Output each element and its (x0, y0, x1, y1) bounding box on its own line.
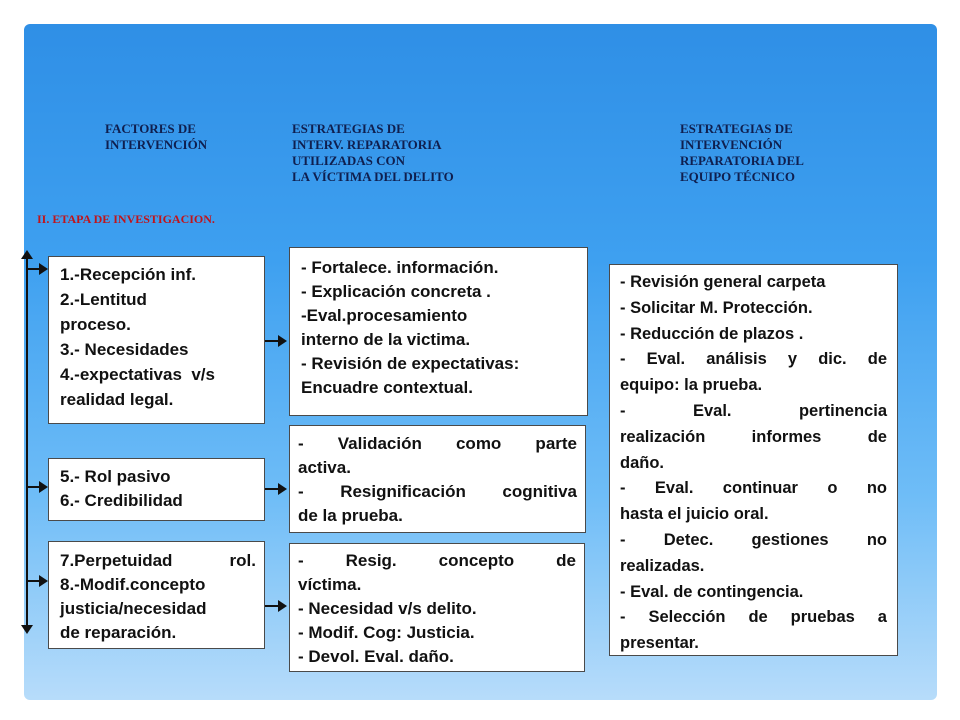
text-line: - Explicación concreta . (301, 282, 491, 301)
text-line: realidad legal. (60, 390, 174, 409)
text-line: - Resignificación cognitiva (298, 482, 577, 501)
connector-arrow (28, 486, 46, 488)
text-line: víctima. (298, 575, 362, 594)
stage-timeline-arrow (26, 258, 28, 626)
connector-arrow (265, 340, 285, 342)
factor-box-2 (48, 458, 265, 521)
text-line: - Selección de pruebas a (620, 608, 887, 627)
team-strategy-box (609, 264, 898, 656)
text-line: 4.-expectativas v/s (60, 365, 215, 384)
header-factors: FACTORES DE INTERVENCIÓN (105, 121, 208, 152)
text-line: - Devol. Eval. daño. (298, 647, 454, 666)
text-line: realización informes de (620, 427, 887, 446)
text-line: - Revisión de expectativas: (301, 354, 520, 373)
text-line: activa. (298, 458, 351, 477)
text-line: justicia/necesidad (60, 599, 207, 618)
factor-box-1 (48, 256, 265, 424)
text-line: de la prueba. (298, 506, 403, 525)
text-line: daño. (620, 453, 664, 472)
text-line: hasta el juicio oral. (620, 505, 769, 524)
text-line: 7.Perpetuidad rol. (60, 551, 256, 570)
text-line: -Eval.procesamiento (301, 306, 468, 325)
text-line: 8.-Modif.concepto (60, 575, 206, 594)
arrow-down-icon (21, 625, 33, 634)
text-line: - Reducción de plazos . (620, 324, 804, 343)
text-line: de reparación. (60, 623, 177, 642)
text-line: Encuadre contextual. (301, 378, 473, 397)
strategy-box-3 (289, 543, 585, 672)
text-line: 6.- Credibilidad (60, 491, 183, 510)
text-line: - Resig. concepto de (298, 551, 576, 570)
header-team-strategies: ESTRATEGIAS DE INTERVENCIÓN REPARATORIA DEL EQUIPO TÉCNICO (680, 121, 804, 184)
connector-arrow (28, 268, 46, 270)
connector-arrow (265, 488, 285, 490)
strategy-box-2 (289, 425, 586, 533)
text-line: presentar. (620, 634, 699, 653)
text-line: - Eval. análisis y dic. de (620, 350, 887, 369)
text-line: - Modif. Cog: Justicia. (298, 623, 475, 642)
text-line: - Necesidad v/s delito. (298, 599, 477, 618)
text-line: 1.-Recepción inf. (60, 265, 197, 284)
connector-arrow (28, 580, 46, 582)
text-line: - Validación como parte (298, 434, 577, 453)
text-line: interno de la victima. (301, 330, 471, 349)
text-line: - Detec. gestiones no (620, 530, 887, 549)
factor-box-3 (48, 541, 265, 649)
text-line: - Eval. de contingencia. (620, 582, 804, 601)
text-line: - Eval. continuar o no (620, 479, 887, 498)
arrow-up-icon (21, 250, 33, 259)
text-line: - Fortalece. información. (301, 258, 499, 277)
text-line: - Revisión general carpeta (620, 273, 826, 291)
text-line: 2.-Lentitud (60, 290, 147, 309)
text-line: realizadas. (620, 556, 705, 575)
strategy-box-1 (289, 247, 588, 416)
text-line: 3.- Necesidades (60, 340, 189, 359)
stage-label: II. ETAPA DE INVESTIGACION. (37, 212, 215, 226)
text-line: equipo: la prueba. (620, 376, 763, 395)
text-line: - Solicitar M. Protección. (620, 298, 813, 317)
header-victim-strategies: ESTRATEGIAS DE INTERV. REPARATORIA UTILIZADAS CON LA VÍCTIMA DEL DELITO (292, 121, 454, 184)
text-line: - Eval. pertinencia (620, 401, 887, 420)
text-line: 5.- Rol pasivo (60, 467, 171, 486)
connector-arrow (265, 605, 285, 607)
text-line: proceso. (60, 315, 131, 334)
